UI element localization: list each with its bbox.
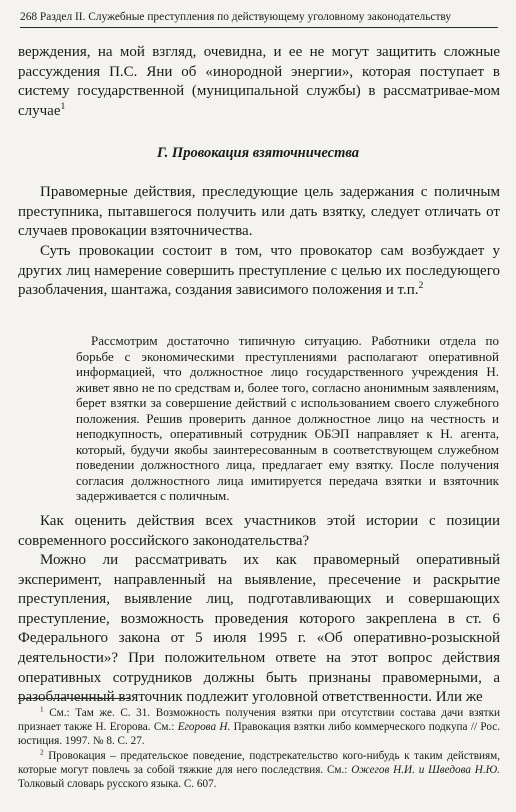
footnote-author: Егорова Н. [177, 721, 231, 733]
paragraph-text: Суть провокации состоит в том, что провокатор сам возбуждает у других лиц намерение совершить преступление с целью их последующего разоблачения, шантажа, создания зависимого положения и т.п. [18, 243, 500, 299]
paragraph-text: Можно ли рассматривать их как правомерный оперативный эксперимент, направленный на выявление, пресечение и раскрытие преступления, выявление лиц, подготавливающих и совершающих преступление, возможность проведения которого закреплена в ст. 6 Федерального закона от 5 июля 1995 г. «Об оперативно-розыскной деятельности»? При положительном ответе на этот вопрос действия оперативных сотрудников должны быть признаны правомерными, а разоблаченный взяточник подлежит уголовной ответственности. Или же [18, 552, 500, 706]
paragraph-experiment [18, 551, 500, 708]
section-heading: Г. Провокация взяточничества [157, 145, 359, 161]
running-header: 268 Раздел II. Служебные преступления по действующему уголовному законодательству [20, 10, 498, 28]
example-block [76, 333, 499, 504]
paragraph-text: Как оценить действия всех участников этой истории с позиции современного российского законодательства? [18, 513, 500, 549]
footnote-divider [18, 698, 130, 699]
footnote-text: Правокация взятки либо коммерческого подкупа // Рос. юстиция. 1997. № 8. С. 27. [18, 721, 501, 747]
paragraph-text: Правомерные действия, преследующие цель задержания с поличным преступника, пытавшегося получить или дать взятку, следует отличать от случаев провокации взяточничества. [18, 184, 500, 240]
footnote-ref-1[interactable]: 1 [60, 100, 66, 112]
footnote-2 [18, 749, 500, 791]
footnote-number: 1 [40, 705, 44, 714]
footnote-text: См.: Там же. С. 31. Возможность получения взятки при отсутствии состава дачи взятки признает также Н. Егорова. См.: [18, 707, 500, 733]
footnote-text: Провокация – предательское поведение, подстрекательство кого-нибудь к таким действиям, которые могут повлечь за собой тяжкие для него последствия. См.: [18, 750, 500, 776]
paragraph-continued [18, 43, 500, 121]
paragraph-provocation-essence [18, 242, 500, 301]
paragraph-lawful-actions [18, 183, 500, 242]
footnote-text: Толковый словарь русского языка. С. 607. [18, 778, 217, 790]
example-text: Рассмотрим достаточно типичную ситуацию. Работники отдела по борьбе с экономическими преступлениями располагают оперативной информацией, что должностное лицо государственного учреждения Н. живет явно не по средствам и, более того, согласно анонимным заявлениям, берет взятки за совершение действий с использованием своего служебного положения. Решив проверить данное должностное лицо на честность и неподкупность, оперативный сотрудник ОБЭП направляет к Н. агента, который, будучи якобы заинтересованным в соответствующем служебном поведении должностного лица, предлагает ему взятку. После получения согласия должностного лица имитируется передача взятки и взяточник задерживается с поличным. [76, 333, 499, 503]
footnote-1 [18, 706, 500, 748]
paragraph-text: верждения, на мой взгляд, очевидна, и ее не могут защитить сложные рассуждения П.С. Яни об «инородной энергии», которая поступает в систему государственной (муниципальной службы) в рассматривае-мом случае [18, 44, 500, 119]
footnote-author: Ожегов Н.И. и Шведова Н.Ю. [351, 764, 500, 776]
paragraph-question [18, 512, 500, 551]
footnote-number: 2 [40, 748, 44, 757]
footnote-ref-2[interactable]: 2 [418, 280, 424, 292]
